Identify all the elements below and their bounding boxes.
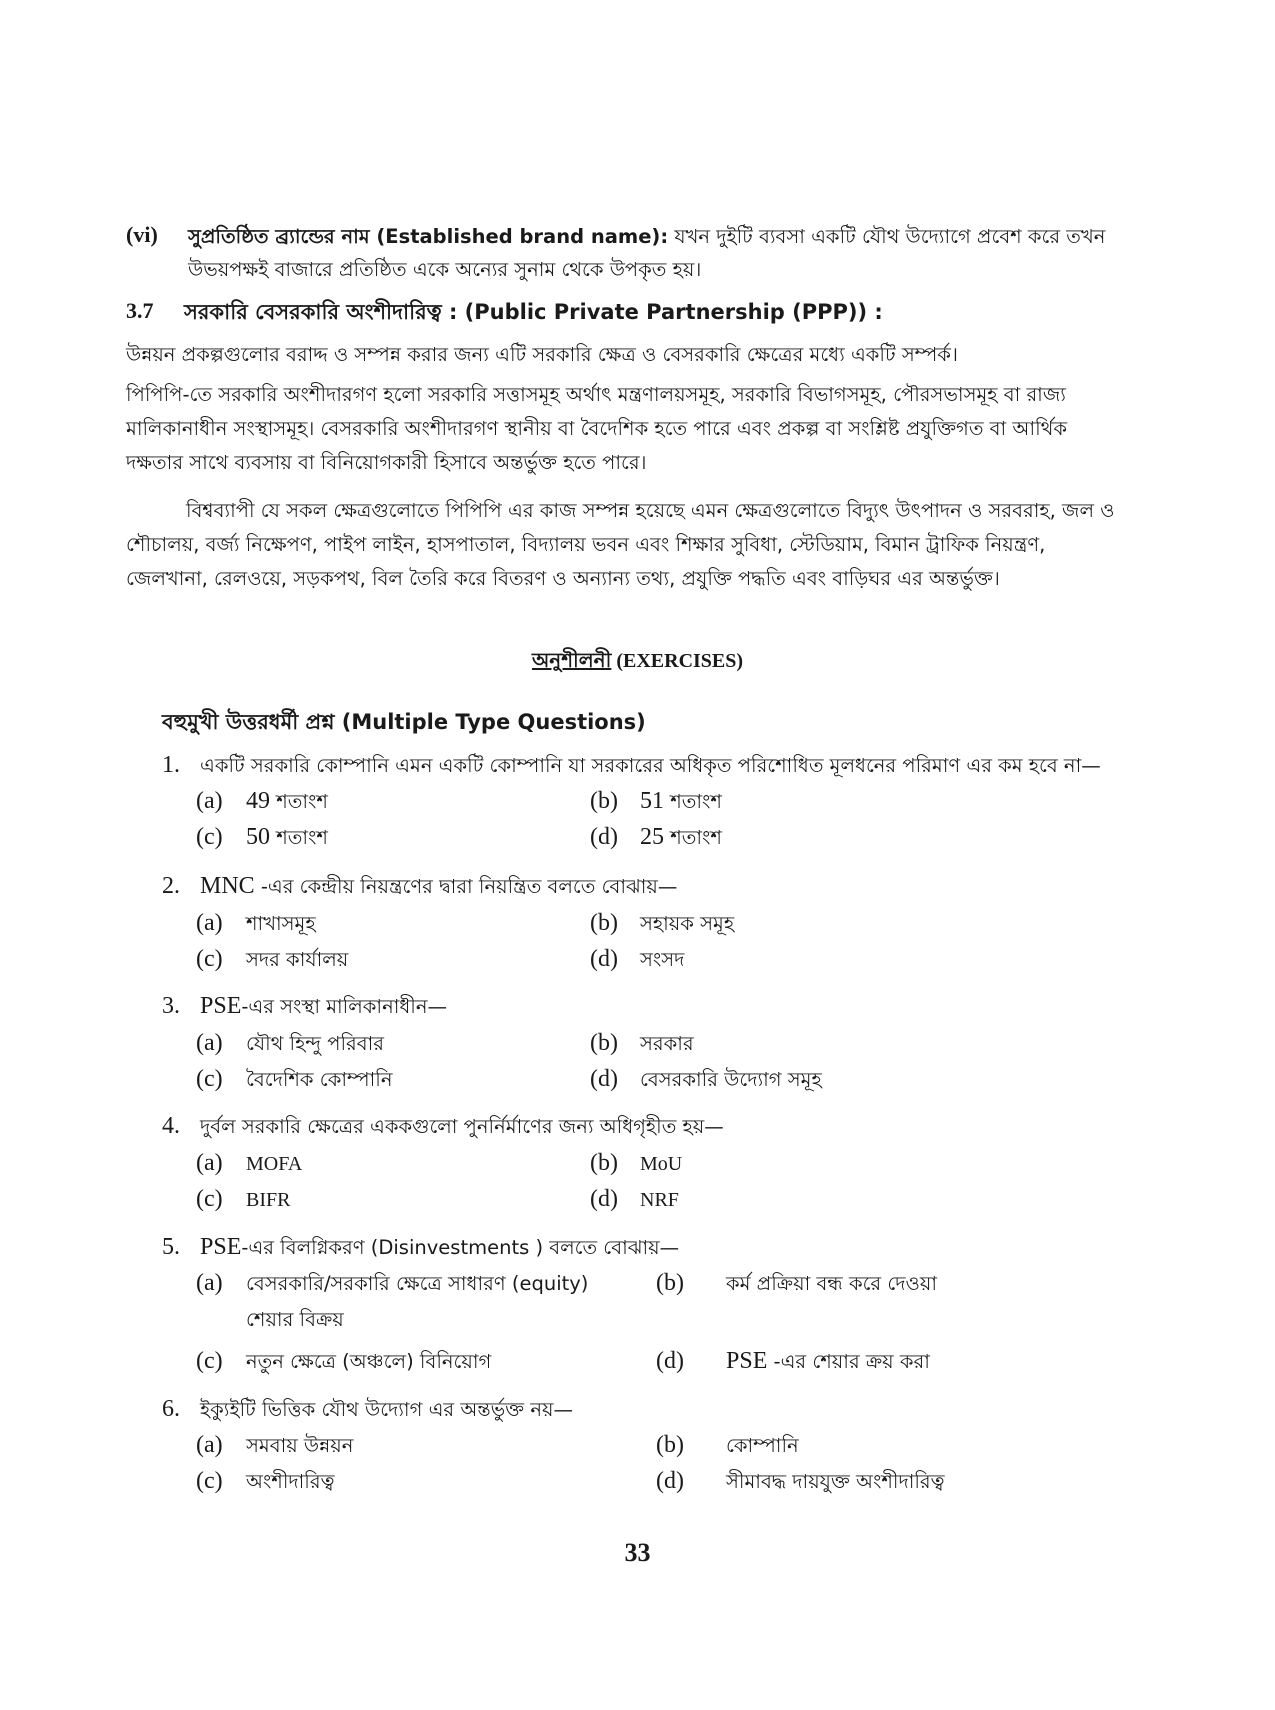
- question-lead: PSE: [200, 1234, 242, 1260]
- option-text: সীমাবদ্ধ দায়যুক্ত অংশীদারিত্ব: [726, 1470, 945, 1493]
- option-text: শতাংশ: [270, 790, 328, 813]
- exercises-heading: [0, 646, 1275, 679]
- item-vi-label: (vi): [126, 222, 158, 247]
- option: [590, 788, 722, 820]
- option-label: (d): [590, 946, 618, 972]
- option-label: (a): [196, 1432, 223, 1458]
- option: [590, 946, 684, 978]
- option: [196, 946, 348, 978]
- option: [196, 1270, 588, 1302]
- option: [590, 910, 734, 942]
- option-number: 25: [640, 824, 664, 850]
- option-label: (b): [656, 1432, 684, 1458]
- item-vi-paragraph: [188, 220, 1128, 286]
- item-vi-body: যখন দুইটি ব্যবসা একটি যৌথ উদ্যোগে প্রবেশ করে তখন উভয়পক্ষই বাজারে প্রতিষ্ঠিত একে অন্যের সুনাম থেকে উপকৃত হয়।: [188, 225, 1106, 281]
- option-text: শতাংশ: [270, 826, 328, 849]
- option-text: কোম্পানি: [726, 1434, 799, 1457]
- paragraph: উন্নয়ন প্রকল্পগুলোর বরাদ্দ ও সম্পন্ন করার জন্য এটি সরকারি ক্ষেত্র ও বেসরকারি ক্ষেত্রের মধ্যে একটি সম্পর্ক।: [126, 343, 958, 366]
- option-text: শাখাসমূহ: [246, 912, 316, 935]
- option: [656, 1432, 799, 1464]
- option: [196, 910, 316, 942]
- question-number: 3.: [162, 993, 180, 1019]
- option-text: -এর শেয়ার ক্রয় করা: [767, 1350, 930, 1373]
- option-text: সংসদ: [640, 948, 685, 971]
- question-text: একটি সরকারি কোম্পানি এমন একটি কোম্পানি যা সরকারের অধিকৃত পরিশোধিত মূলধনের পরিমাণ এর কম হবে না—: [200, 754, 1101, 777]
- option-text: নতুন ক্ষেত্রে (অঞ্চলে) বিনিয়োগ: [246, 1350, 492, 1373]
- option-text: অংশীদারিত্ব: [246, 1470, 335, 1493]
- option-label: (a): [196, 788, 223, 814]
- question-number: 4.: [162, 1113, 180, 1139]
- option-label: (b): [590, 910, 618, 936]
- option-text: শতাংশ: [664, 790, 722, 813]
- option-label: (a): [196, 1150, 223, 1176]
- question: [162, 1396, 573, 1428]
- option-label: (c): [196, 1468, 223, 1494]
- option: [196, 1186, 290, 1213]
- question-number: 1.: [162, 752, 180, 778]
- option: [196, 788, 328, 820]
- page-number: 33: [624, 1538, 651, 1567]
- option-text: সদর কার্যালয়: [246, 948, 349, 971]
- option-text: সরকার: [640, 1032, 694, 1055]
- option: [196, 1432, 353, 1464]
- option-label: (a): [196, 1030, 223, 1056]
- option-label: (d): [590, 1066, 618, 1092]
- mcq-heading: বহুমুখী উত্তরধর্মী প্রশ্ন (Multiple Type Questions): [162, 710, 646, 734]
- option-lead: PSE: [726, 1348, 768, 1374]
- option: [196, 824, 328, 856]
- option-label: (b): [590, 1030, 618, 1056]
- option-label: (c): [196, 1066, 223, 1092]
- question-text: -এর বিলগ্নিকরণ (Disinvestments ) বলতে বোঝায়—: [241, 1236, 680, 1259]
- option-label: (b): [590, 788, 618, 814]
- question-number: 2.: [162, 873, 180, 899]
- option: [590, 1030, 694, 1062]
- option-text: বেসরকারি উদ্যোগ সমূহ: [640, 1068, 822, 1091]
- question-number: 5.: [162, 1234, 180, 1260]
- question-text: দুর্বল সরকারি ক্ষেত্রের এককগুলো পুনর্নির্মাণের জন্য অধিগৃহীত হয়—: [200, 1115, 724, 1138]
- option-number: 49: [246, 788, 270, 814]
- question: [162, 752, 1101, 784]
- option-text: MoU: [640, 1153, 683, 1175]
- paragraph: বিশ্বব্যাপী যে সকল ক্ষেত্রগুলোতে পিপিপি এর কাজ সম্পন্ন হয়েছে এমন ক্ষেত্রগুলোতে বিদ্যুৎ উৎপাদন ও সরবরাহ, জল ও শৌচালয়, বর্জ্য নিক্ষেপণ, পাইপ লাইন, হাসপাতাল, বিদ্যালয় ভবন এবং শিক্ষার সুবিধা, স্টেডিয়াম, বিমান ট্রাফিক নিয়ন্ত্রণ, জেলখানা, রেলওয়ে, সড়কপথ, বিল তৈরি করে বিতরণ ও অন্যান্য তথ্য, প্রযুক্তি পদ্ধতি এবং বাড়িঘর এর অন্তর্ভুক্ত।: [126, 499, 1115, 590]
- option-label: (a): [196, 910, 223, 936]
- option-label: (c): [196, 1186, 223, 1212]
- option-text: শতাংশ: [664, 826, 722, 849]
- option-text: NRF: [640, 1189, 679, 1211]
- option-label: (d): [656, 1348, 684, 1374]
- item-vi-title: সুপ্রতিষ্ঠিত ব্র্যান্ডের নাম (Established brand name):: [188, 225, 669, 248]
- option: [196, 1150, 302, 1177]
- question: [162, 993, 447, 1025]
- question-text: -এর সংস্থা মালিকানাধীন—: [241, 995, 448, 1018]
- option-text: বেসরকারি/সরকারি ক্ষেত্রে সাধারণ (equity): [246, 1272, 589, 1295]
- option: [590, 1066, 822, 1098]
- option: [590, 1186, 679, 1213]
- option-text: MOFA: [246, 1153, 303, 1175]
- option: [196, 1468, 334, 1500]
- option: [196, 1066, 392, 1098]
- question-text: ইক্যুইটি ভিত্তিক যৌথ উদ্যোগ এর অন্তর্ভুক্ত নয়—: [200, 1398, 573, 1421]
- question-text: -এর কেন্দ্রীয় নিয়ন্ত্রণের দ্বারা নিয়ন্ত্রিত বলতে বোঝায়—: [254, 875, 678, 898]
- option: [590, 824, 722, 856]
- option-text: BIFR: [246, 1189, 291, 1211]
- option-label: (c): [196, 824, 223, 850]
- question: [162, 873, 677, 905]
- option-label: (b): [590, 1150, 618, 1176]
- option: [656, 1348, 930, 1380]
- option: [196, 1030, 384, 1062]
- option-number: 50: [246, 824, 270, 850]
- option: [656, 1468, 945, 1500]
- option-text: সমবায় উন্নয়ন: [246, 1434, 354, 1457]
- option-text: সহায়ক সমূহ: [640, 912, 735, 935]
- option-label: (d): [590, 824, 618, 850]
- option-text: কর্ম প্রক্রিয়া বন্ধ করে দেওয়া: [726, 1272, 937, 1295]
- option: [196, 1348, 491, 1380]
- option-label: (c): [196, 1348, 223, 1374]
- option-text: যৌথ হিন্দু পরিবার: [246, 1032, 384, 1055]
- option-continuation: শেয়ার বিক্রয়: [246, 1308, 344, 1331]
- section-title: সরকারি বেসরকারি অংশীদারিত্ব : (Public Private Partnership (PPP)) :: [184, 300, 883, 324]
- question: [162, 1113, 724, 1145]
- exercises-heading-bn: অনুশীলনী: [531, 648, 612, 672]
- option: [656, 1270, 937, 1302]
- exercises-heading-en: (EXERCISES): [611, 650, 744, 672]
- question-lead: PSE: [200, 993, 242, 1019]
- question-lead: MNC: [200, 873, 255, 899]
- option: [590, 1150, 682, 1177]
- question: [162, 1234, 679, 1266]
- option-label: (d): [590, 1186, 618, 1212]
- option-label: (a): [196, 1270, 223, 1296]
- section-number: 3.7: [126, 298, 154, 323]
- option-label: (c): [196, 946, 223, 972]
- question-number: 6.: [162, 1396, 180, 1422]
- option-label: (d): [656, 1468, 684, 1494]
- option-number: 51: [640, 788, 664, 814]
- paragraph: পিপিপি-তে সরকারি অংশীদারগণ হলো সরকারি সত্তাসমূহ অর্থাৎ মন্ত্রণালয়সমূহ, সরকারি বিভাগসমূহ, পৌরসভাসমূহ বা রাজ্য মালিকানাধীন সংস্থাসমূহ। বেসরকারি অংশীদারগণ স্থানীয় বা বৈদেশিক হতে পারে এবং প্রকল্প বা সংশ্লিষ্ট প্রযুক্তিগত বা আর্থিক দক্ষতার সাথে ব্যবসায় বা বিনিয়োগকারী হিসাবে অন্তর্ভুক্ত হতে পারে।: [126, 383, 1067, 474]
- option-text: বৈদেশিক কোম্পানি: [246, 1068, 393, 1091]
- option-label: (b): [656, 1270, 684, 1296]
